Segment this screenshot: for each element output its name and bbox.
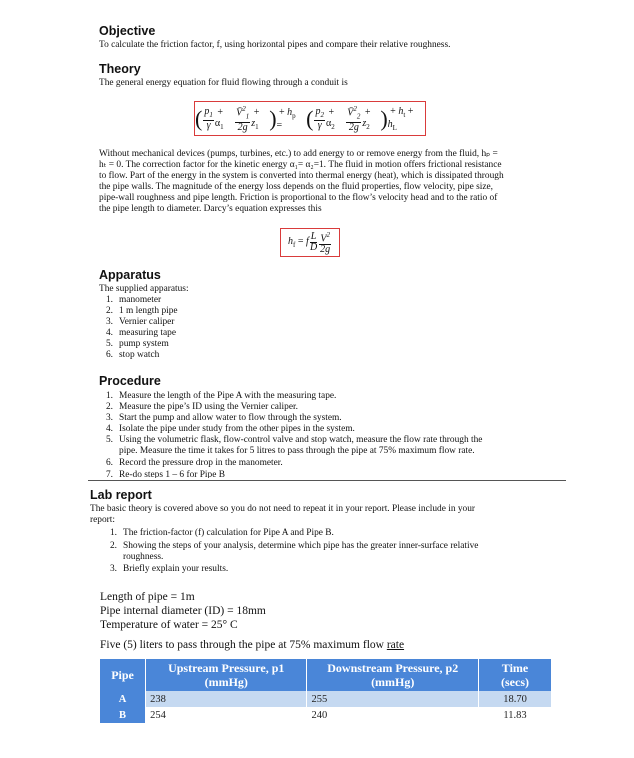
apparatus-heading: Apparatus [99,268,161,282]
procedure-heading: Procedure [99,374,161,388]
procedure-item: 6. Record the pressure drop in the manometer. [105,458,283,468]
lab-report-intro-line: report: [90,515,115,525]
flow-condition: Five (5) liters to pass through the pipe at 75% maximum flow rate [100,639,405,651]
apparatus-item: 6. stop watch [105,350,160,360]
cell-time: 18.70 [479,691,552,707]
theory-line: the pipe walls. The magnitude of the energy loss depends on the fluid properties, flow velocity, pipe size, [99,182,494,192]
cell-downstream: 255 [307,691,479,707]
table-row [100,691,552,707]
cell-pipe: B [100,707,146,723]
header-upstream: Upstream Pressure, p1 (mmHg) [146,659,307,691]
objective-heading: Objective [99,24,156,38]
theory-intro: The general energy equation for fluid flowing through a conduit is [99,78,348,88]
pressure-table [100,659,552,723]
theory-line: Without mechanical devices (pumps, turbines, etc.) to add energy to or remove energy from the fluid, hₚ = [99,149,498,159]
cell-upstream: 254 [146,707,307,723]
table-row [100,707,552,723]
lab-report-item: 3. Briefly explain your results. [109,564,229,574]
table-header-row [100,659,552,691]
procedure-item: 1. Measure the length of the Pipe A with the measuring tape. [105,391,337,401]
darcy-equation: $h_f = f$ $\frac{L}{D}$ $\frac{V^2}{2g}$ [280,228,340,257]
theory-line: to flow. Part of the energy in the system is converted into thermal energy (heat), which is dissipated through [99,171,504,181]
procedure-item: 2. Measure the pipe’s ID using the Vernier caliper. [105,402,298,412]
lab-report-intro [90,504,540,526]
water-temperature: Temperature of water = 25° C [100,619,238,631]
objective-text: To calculate the friction factor, f, using horizontal pipes and compare their relative roughness. [99,40,451,50]
theory-heading: Theory [99,62,141,76]
apparatus-intro: The supplied apparatus: [99,284,189,294]
lab-report-intro-line: The basic theory is covered above so you do not need to repeat it in your report. Please include in your [90,504,476,514]
energy-equation: ( $\frac{p_1}{\gamma}$ + $\alpha_1$ $\frac{V̄^2_1}{2g}$ + $z_1$ ) + $h_p$ = ( $\frac{p_2}{\gamma}$ + $\alpha_2$ $\frac{V̄^2_2}{2g}$ + $z_2$ ) + $h_t + h_L$ [194,101,426,136]
pipe-diameter: Pipe internal diameter (ID) = 18mm [100,605,266,617]
header-pipe: Pipe [100,659,146,691]
header-downstream: Downstream Pressure, p2 (mmHg) [307,659,479,691]
procedure-item: 5. Using the volumetric flask, flow-control valve and stop watch, measure the flow rate through the [105,435,483,445]
theory-paragraph [99,149,539,215]
procedure-item-cut: 7. Re-do steps 1 – 6 for Pipe B [105,470,225,478]
apparatus-item: 1. manometer [105,295,162,305]
procedure-item-continued: pipe. Measure the time it takes for 5 litres to pass through the pipe at 75% maximum flow rate. [119,446,475,456]
apparatus-item: 4. measuring tape [105,328,177,338]
header-time: Time (secs) [479,659,552,691]
pipe-length: Length of pipe = 1m [100,591,195,603]
apparatus-item: 2. 1 m length pipe [105,306,178,316]
apparatus-item: 5. pump system [105,339,169,349]
cell-time: 11.83 [479,707,552,723]
page-separator [88,480,566,481]
procedure-item: 4. Isolate the pipe under study from the other pipes in the system. [105,424,355,434]
lab-report-heading: Lab report [90,488,152,502]
lab-report-item-continued: roughness. [123,552,164,562]
cell-upstream: 238 [146,691,307,707]
cell-downstream: 240 [307,707,479,723]
cell-pipe: A [100,691,146,707]
apparatus-item: 3. Vernier caliper [105,317,175,327]
lab-report-item: 1. The friction-factor (f) calculation for Pipe A and Pipe B. [109,528,334,538]
procedure-item: 3. Start the pump and allow water to flow through the system. [105,413,342,423]
theory-line: pipe-wall roughness and pipe length. Friction is proportional to the flow’s velocity head and to the ratio of [99,193,498,203]
theory-line: hₜ = 0. The correction factor for the kinetic energy α₁= α₂=1. The fluid in motion offers frictional resistance [99,160,502,170]
theory-line: the pipe length to diameter. Darcy’s equation expresses this [99,204,322,214]
lab-report-item: 2. Showing the steps of your analysis, determine which pipe has the greater inner-surface relative [109,541,479,551]
